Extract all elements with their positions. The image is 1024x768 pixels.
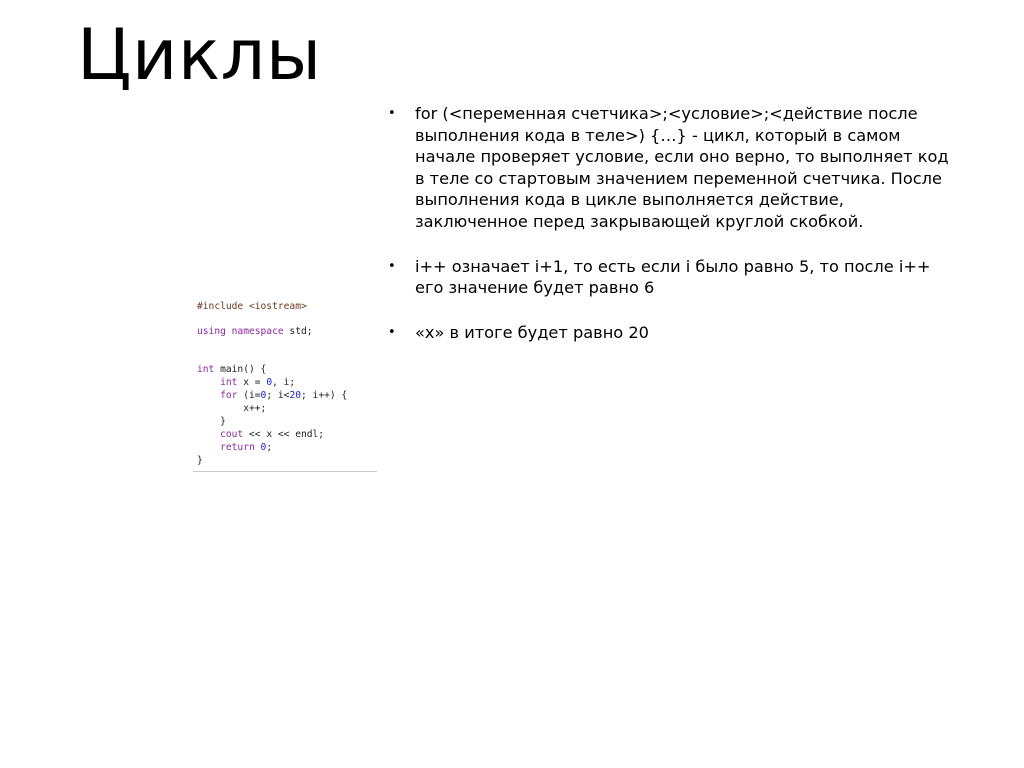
code-token: ; i< [266, 390, 290, 401]
code-line-include [197, 301, 307, 313]
code-token: x = [237, 377, 267, 388]
bullet-text: «x» в итоге будет равно 20 [415, 322, 649, 342]
bullet-dot-icon: • [388, 258, 396, 274]
bullet-item [388, 320, 1018, 346]
code-line-close-main [197, 455, 203, 467]
code-token: for [220, 390, 238, 401]
code-line-return [197, 442, 272, 454]
bullet-text: for (<переменная счетчика>;<условие>;<действие после выполнения кода в теле>) {…} - цикл, который в самом начале проверяет условие, если оно верно, то выполняет код в теле со стартовым значением переменной счетчика. После выполнения кода в цикле выполняется действие, заключенное перед закрывающей круглой скобкой. [415, 104, 949, 231]
code-indent [197, 442, 220, 453]
code-token: } [220, 416, 226, 427]
code-token: 0 [260, 390, 267, 401]
code-token: , i; [272, 377, 296, 388]
code-line-close-for [197, 416, 226, 428]
code-token: } [197, 455, 203, 466]
code-token: int [220, 377, 238, 388]
code-line-for [197, 390, 347, 402]
bullet-dot-icon: • [388, 106, 396, 121]
bullet-item [388, 254, 1018, 299]
code-token: return [220, 442, 255, 453]
code-line-main [197, 364, 266, 376]
code-line-cout [197, 429, 324, 441]
code-token: << x << endl; [243, 429, 325, 440]
code-line-decl [197, 377, 295, 389]
code-token: ; [266, 442, 273, 453]
code-token: std; [283, 326, 313, 337]
code-token: int [197, 364, 215, 375]
code-token: cout [220, 429, 244, 440]
bullet-list [388, 101, 1018, 346]
code-token: #include <iostream> [197, 301, 307, 312]
bullet-item [388, 101, 1018, 233]
code-token: (i= [237, 390, 261, 401]
code-indent [197, 390, 220, 401]
code-line-increment [197, 403, 266, 415]
code-line-using [197, 326, 313, 338]
code-indent [197, 377, 220, 388]
bullet-text: i++ означает i+1, то есть если i было равно 5, то после i++ его значение будет равно 6 [415, 256, 931, 298]
slide-title: Циклы [77, 14, 322, 96]
code-token: ; i++) { [301, 390, 348, 401]
code-token: x++; [243, 403, 267, 414]
code-indent [197, 429, 220, 440]
code-token: 0 [266, 377, 273, 388]
code-token: main() { [214, 364, 267, 375]
code-token: using namespace [197, 326, 284, 337]
code-token: 20 [289, 390, 301, 401]
code-indent [197, 416, 220, 427]
code-indent [197, 403, 243, 414]
bullet-dot-icon: • [388, 324, 396, 340]
code-token: 0 [260, 442, 267, 453]
code-screenshot [193, 297, 377, 472]
